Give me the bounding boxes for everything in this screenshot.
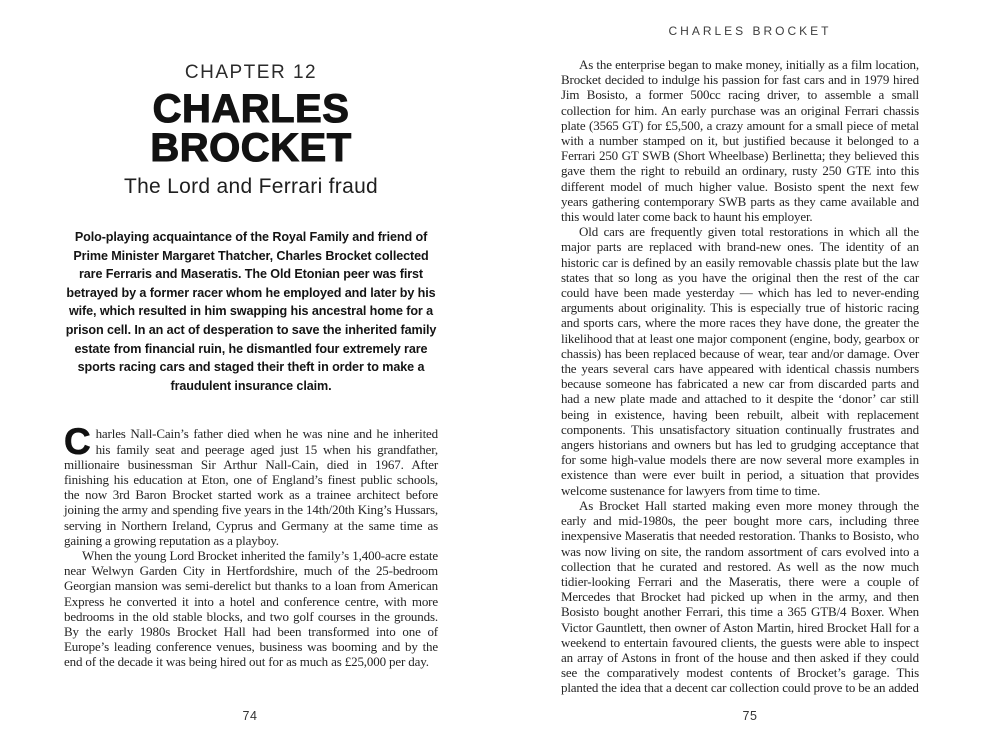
chapter-label: CHAPTER 12	[184, 62, 318, 83]
page-right	[561, 57, 919, 696]
drop-cap: C	[64, 421, 91, 463]
body-paragraph-text: harles Nall-Cain’s father died when he was nine and he inherited his family seat and peerage aged just 15 when his grandfather, millionaire businessman Sir Arthur Nall-Cain, died in 1967. After finishing his education at Eton, one of England’s finest public schools, the now 3rd Baron Brocket started work as a trainee architect before joining the army and spending five years in the 14th/20th King’s Hussars, serving in Northern Ireland, Cyprus and Germany at the same time as gaining a growing reputation as a playboy.	[64, 426, 438, 548]
chapter-title-line-1: CHARLES	[152, 87, 350, 131]
body-paragraph	[64, 421, 438, 548]
body-paragraph: As Brocket Hall started making even more money through the early and mid-1980s, the peer bought more cars, including three inexpensive Maseratis that needed restoration. Thanks to Bosisto, who was now living on site, the random assortment of cars evolved into a collection that he curated and restored. As well as the now much tidier-looking Ferrari and the Maseratis, there were a couple of Mercedes that Brocket had picked up when in the army, and then Bosisto bought another Ferrari, this time a 365 GTB/4 Boxer. When Victor Gauntlett, then owner of Aston Martin, hired Brocket Hall for a weekend to entertain favoured clients, the guests were able to inspect an array of Astons in front of the house and then asked if they could see the comparatively modest contents of Brocket’s garage. This planted the idea that a decent car collection could prove to be an added	[561, 497, 919, 696]
body-paragraph: When the young Lord Brocket inherited the family’s 1,400-acre estate near Welwyn Garden City in Hertfordshire, much of the 25-bedroom Georgian mansion was semi-derelict but thanks to a loan from American Express he converted it into a hotel and conference centre, with more bedrooms in the old stable blocks, and two golf courses in the grounds. By the early 1980s Brocket Hall had been transformed into one of Europe’s leading conference venues, business was booming and by the end of the decade it was being hired out for as much as £25,000 per day.	[64, 547, 438, 670]
intro-paragraph: Polo-playing acquaintance of the Royal Family and friend of Prime Minister Margaret Thatcher, Charles Brocket collected rare Ferraris and Maseratis. The Old Etonian peer was first betrayed by a former racer whom he employed and later by his wife, which resulted in him swapping his ancestral home for a prison cell. In an act of desperation to save the inherited family estate from financial ruin, he dismantled four extremely rare sports racing cars and staged their theft in order to make a fraudulent insurance claim.	[65, 230, 437, 393]
page-number-right: 75	[742, 709, 758, 723]
page-left	[64, 52, 438, 670]
running-head: CHARLES BROCKET	[668, 24, 832, 38]
left-body-text	[64, 421, 438, 670]
chapter-title-line-2: BROCKET	[150, 126, 352, 170]
chapter-title	[64, 87, 438, 170]
chapter-subtitle: The Lord and Ferrari fraud	[123, 175, 379, 198]
body-paragraph: As the enterprise began to make money, initially as a film location, Brocket decided to indulge his passion for fast cars and in 1979 hired Jim Bosisto, a former 500cc racing driver, to assemble a small collection for him. An early purchase was an original Ferrari chassis plate (3565 GT) for £5,500, a crazy amount for a small piece of metal with a number stamped on it, but justified because it belonged to a Ferrari 250 GT SWB (Short Wheelbase) Berlinetta; they believed this gave them the right to rebuild an ordinary, rusty 250 GTE into this different model of much higher value. Bosisto spent the next few years gathering contemporary SWB parts as they came available and this would later come back to haunt his employer.	[561, 57, 919, 225]
page-number-left: 74	[242, 709, 258, 723]
body-paragraph: Old cars are frequently given total restorations in which all the major parts are replaced with brand-new ones. The identity of an historic car is defined by an easily removable chassis plate but the law states that so long as you have the original then the rest of the car could have been made yesterday — which has led to never-ending arguments about originality. This is especially true of historic racing and sports cars, where the more races they have done, the greater the likelihood that at least one major component (engine, body, gearbox or chassis) has been replaced because of wear, tear and/or damage. Over the years several cars have appeared with identical chassis numbers because someone has fabricated a new car from discarded parts and had a new plate made and attached to it despite the ‘donor’ car still being in existence, having been rebuilt, albeit with replacement components. This unsatisfactory situation continually frustrates and angers historians and owners but has led to grudging acceptance that for some high-value models there are now several more examples in existence than were ever built in period, a situation that provides welcome sustenance for lawyers from time to time.	[561, 224, 919, 498]
right-body-text	[561, 57, 919, 696]
